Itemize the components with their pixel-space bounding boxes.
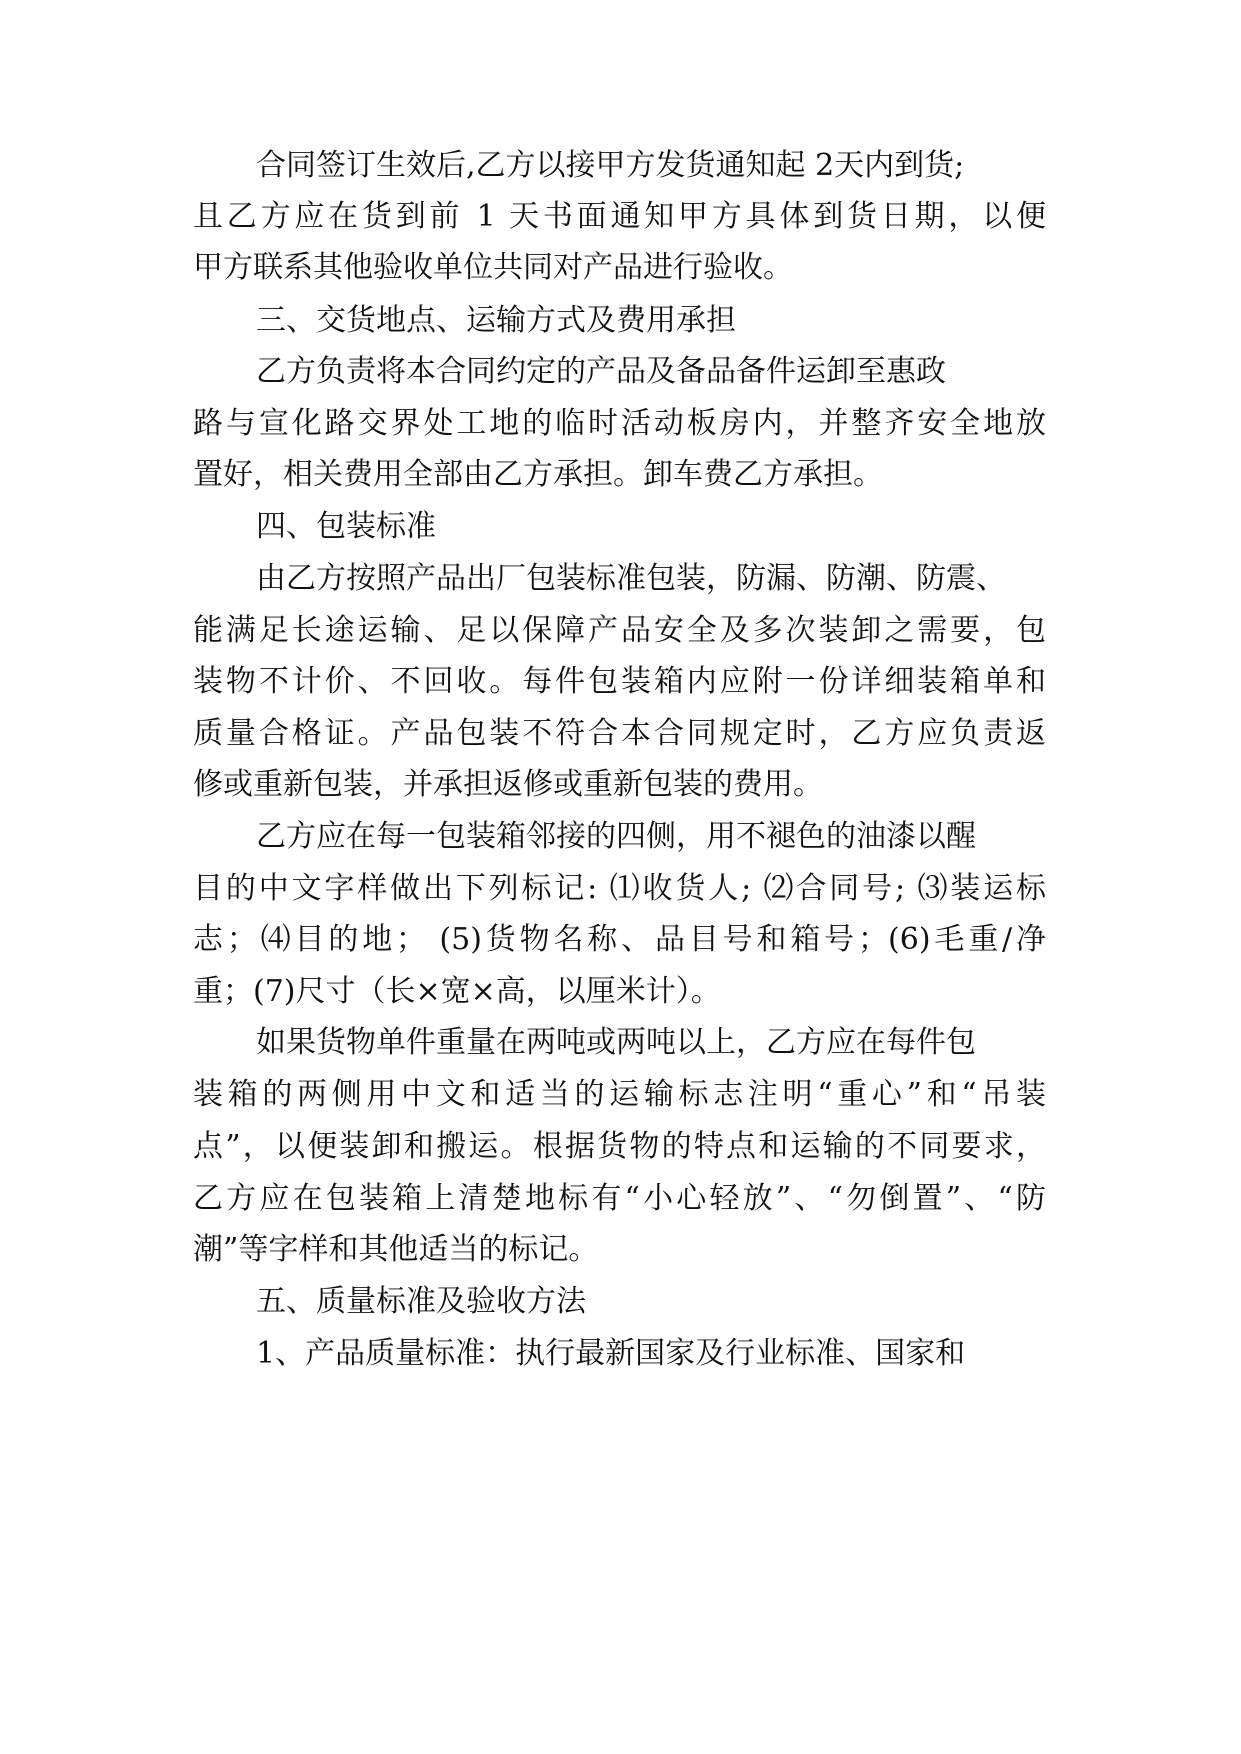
text-line <box>0 714 1241 754</box>
line-text: 潮”等字样和其他适当的标记。 <box>193 1232 599 1267</box>
line-text: 目的中文字样做出下列标记: ⑴收货人; ⑵合同号; ⑶装运标 <box>193 871 1046 906</box>
line-text: 点”，以便装卸和搬运。根据货物的特点和运输的不同要求， <box>193 1129 1046 1164</box>
line-text: 路与宣化路交界处工地的临时活动板房内，并整齐安全地放 <box>193 406 1046 441</box>
text-line <box>0 197 1241 237</box>
text-line <box>0 1179 1241 1219</box>
text-line <box>0 1075 1241 1115</box>
line-text: 装箱的两侧用中文和适当的运输标志注明“重心”和“吊装 <box>193 1077 1046 1112</box>
line-text: 如果货物单件重量在两吨或两吨以上，乙方应在每件包 <box>256 1025 976 1060</box>
line-text: 五、质量标准及验收方法 <box>256 1284 586 1319</box>
line-text: 且乙方应在货到前 1 天书面通知甲方具体到货日期，以便 <box>193 199 1046 234</box>
line-text: 志；⑷目的地； (5)货物名称、品目号和箱号；(6)毛重/净 <box>193 922 1046 957</box>
line-text: 四、包装标准 <box>256 509 436 544</box>
line-text: 三、交货地点、运输方式及费用承担 <box>256 303 736 338</box>
text-line <box>0 920 1241 960</box>
text-line <box>0 662 1241 702</box>
line-text: 修或重新包装，并承担返修或重新包装的费用。 <box>193 767 823 802</box>
line-text: 重；(7)尺寸（长×宽×高，以厘米计）。 <box>193 974 721 1009</box>
line-text: 1、产品质量标准：执行最新国家及行业标准、国家和 <box>256 1336 966 1371</box>
text-line <box>0 611 1241 651</box>
line-text: 乙方应在每一包装箱邻接的四侧，用不褪色的油漆以醒 <box>256 819 976 854</box>
line-text: 由乙方按照产品出厂包装标准包装，防漏、防潮、防震、 <box>256 561 1006 596</box>
line-text: 装物不计价、不回收。每件包装箱内应附一份详细装箱单和 <box>193 664 1046 699</box>
text-line <box>0 869 1241 909</box>
line-text: 乙方负责将本合同约定的产品及备品备件运卸至惠政 <box>256 354 946 389</box>
text-line <box>0 404 1241 444</box>
text-line <box>0 1127 1241 1167</box>
line-text: 质量合格证。产品包装不符合本合同规定时，乙方应负责返 <box>193 716 1046 751</box>
line-text: 合同签订生效后,乙方以接甲方发货通知起 2天内到货; <box>256 148 965 183</box>
line-text: 置好，相关费用全部由乙方承担。卸车费乙方承担。 <box>193 457 883 492</box>
line-text: 能满足长途运输、足以保障产品安全及多次装卸之需要，包 <box>193 613 1046 648</box>
line-text: 乙方应在包装箱上清楚地标有“小心轻放”、“勿倒置”、“防 <box>193 1181 1046 1216</box>
line-text: 甲方联系其他验收单位共同对产品进行验收。 <box>193 250 793 285</box>
